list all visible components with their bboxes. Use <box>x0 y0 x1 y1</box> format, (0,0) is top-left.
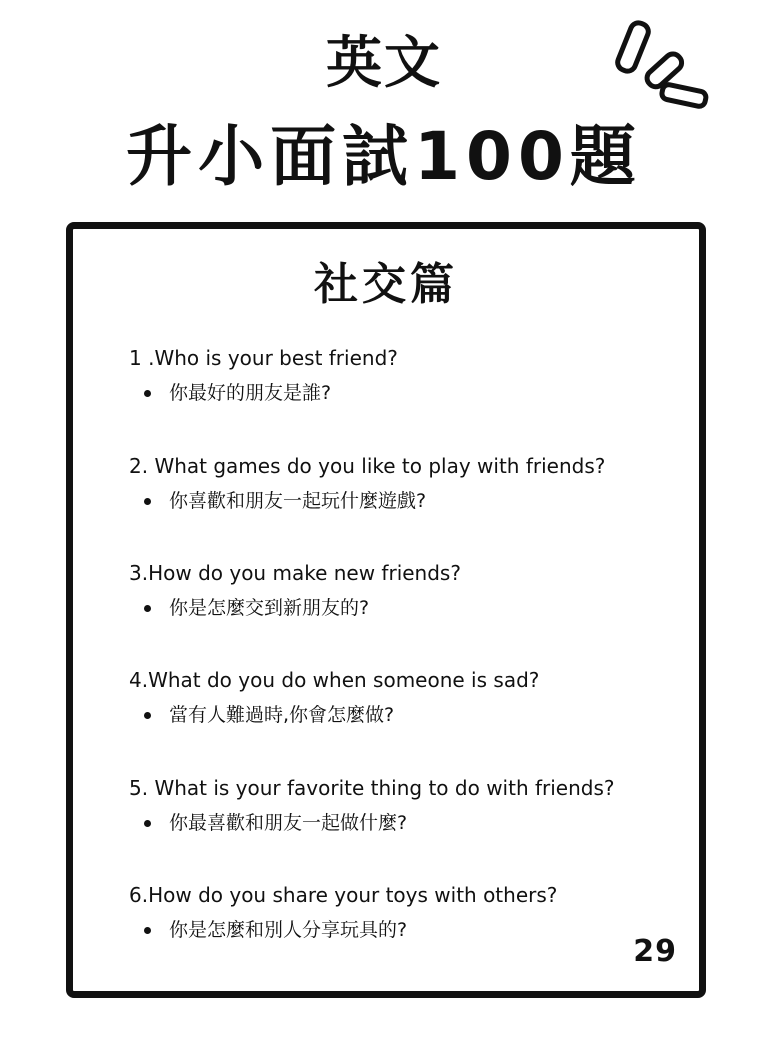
bullet-icon <box>144 390 151 397</box>
title-top: 英文 <box>326 31 442 96</box>
page-title: 升小面試100題 <box>126 118 642 195</box>
answer-item <box>129 596 689 620</box>
question-card <box>66 222 706 998</box>
question-text: 3.How do you make new friends? <box>129 561 461 585</box>
bullet-icon <box>144 605 151 612</box>
answer-text: 你是怎麼和別人分享玩具的? <box>169 919 408 941</box>
question-item <box>129 560 689 620</box>
answer-item <box>129 489 689 513</box>
bullet-icon <box>144 712 151 719</box>
question-item <box>129 775 689 835</box>
answer-item <box>129 918 689 942</box>
bullet-icon <box>144 927 151 934</box>
answer-item <box>129 381 689 405</box>
answer-text: 當有人難過時,你會怎麼做? <box>169 704 395 726</box>
question-text: 5. What is your favorite thing to do with friends? <box>129 776 615 800</box>
question-item <box>129 882 689 942</box>
page-number: 29 <box>633 934 677 969</box>
answer-text: 你最喜歡和朋友一起做什麼? <box>169 812 408 834</box>
answer-text: 你喜歡和朋友一起玩什麼遊戲? <box>169 490 427 512</box>
question-text: 2. What games do you like to play with friends? <box>129 454 606 478</box>
answer-text: 你是怎麼交到新朋友的? <box>169 597 370 619</box>
bullet-icon <box>144 820 151 827</box>
bullet-icon <box>144 498 151 505</box>
answer-text: 你最好的朋友是誰? <box>169 382 332 404</box>
question-item <box>129 667 689 727</box>
question-text: 1 .Who is your best friend? <box>129 346 398 370</box>
question-item <box>129 453 689 513</box>
emphasis-marks-icon <box>612 8 722 118</box>
question-text: 6.How do you share your toys with others? <box>129 883 558 907</box>
answer-item <box>129 703 689 727</box>
answer-item <box>129 811 689 835</box>
question-item <box>129 345 689 405</box>
section-title: 社交篇 <box>314 259 458 310</box>
question-text: 4.What do you do when someone is sad? <box>129 668 540 692</box>
